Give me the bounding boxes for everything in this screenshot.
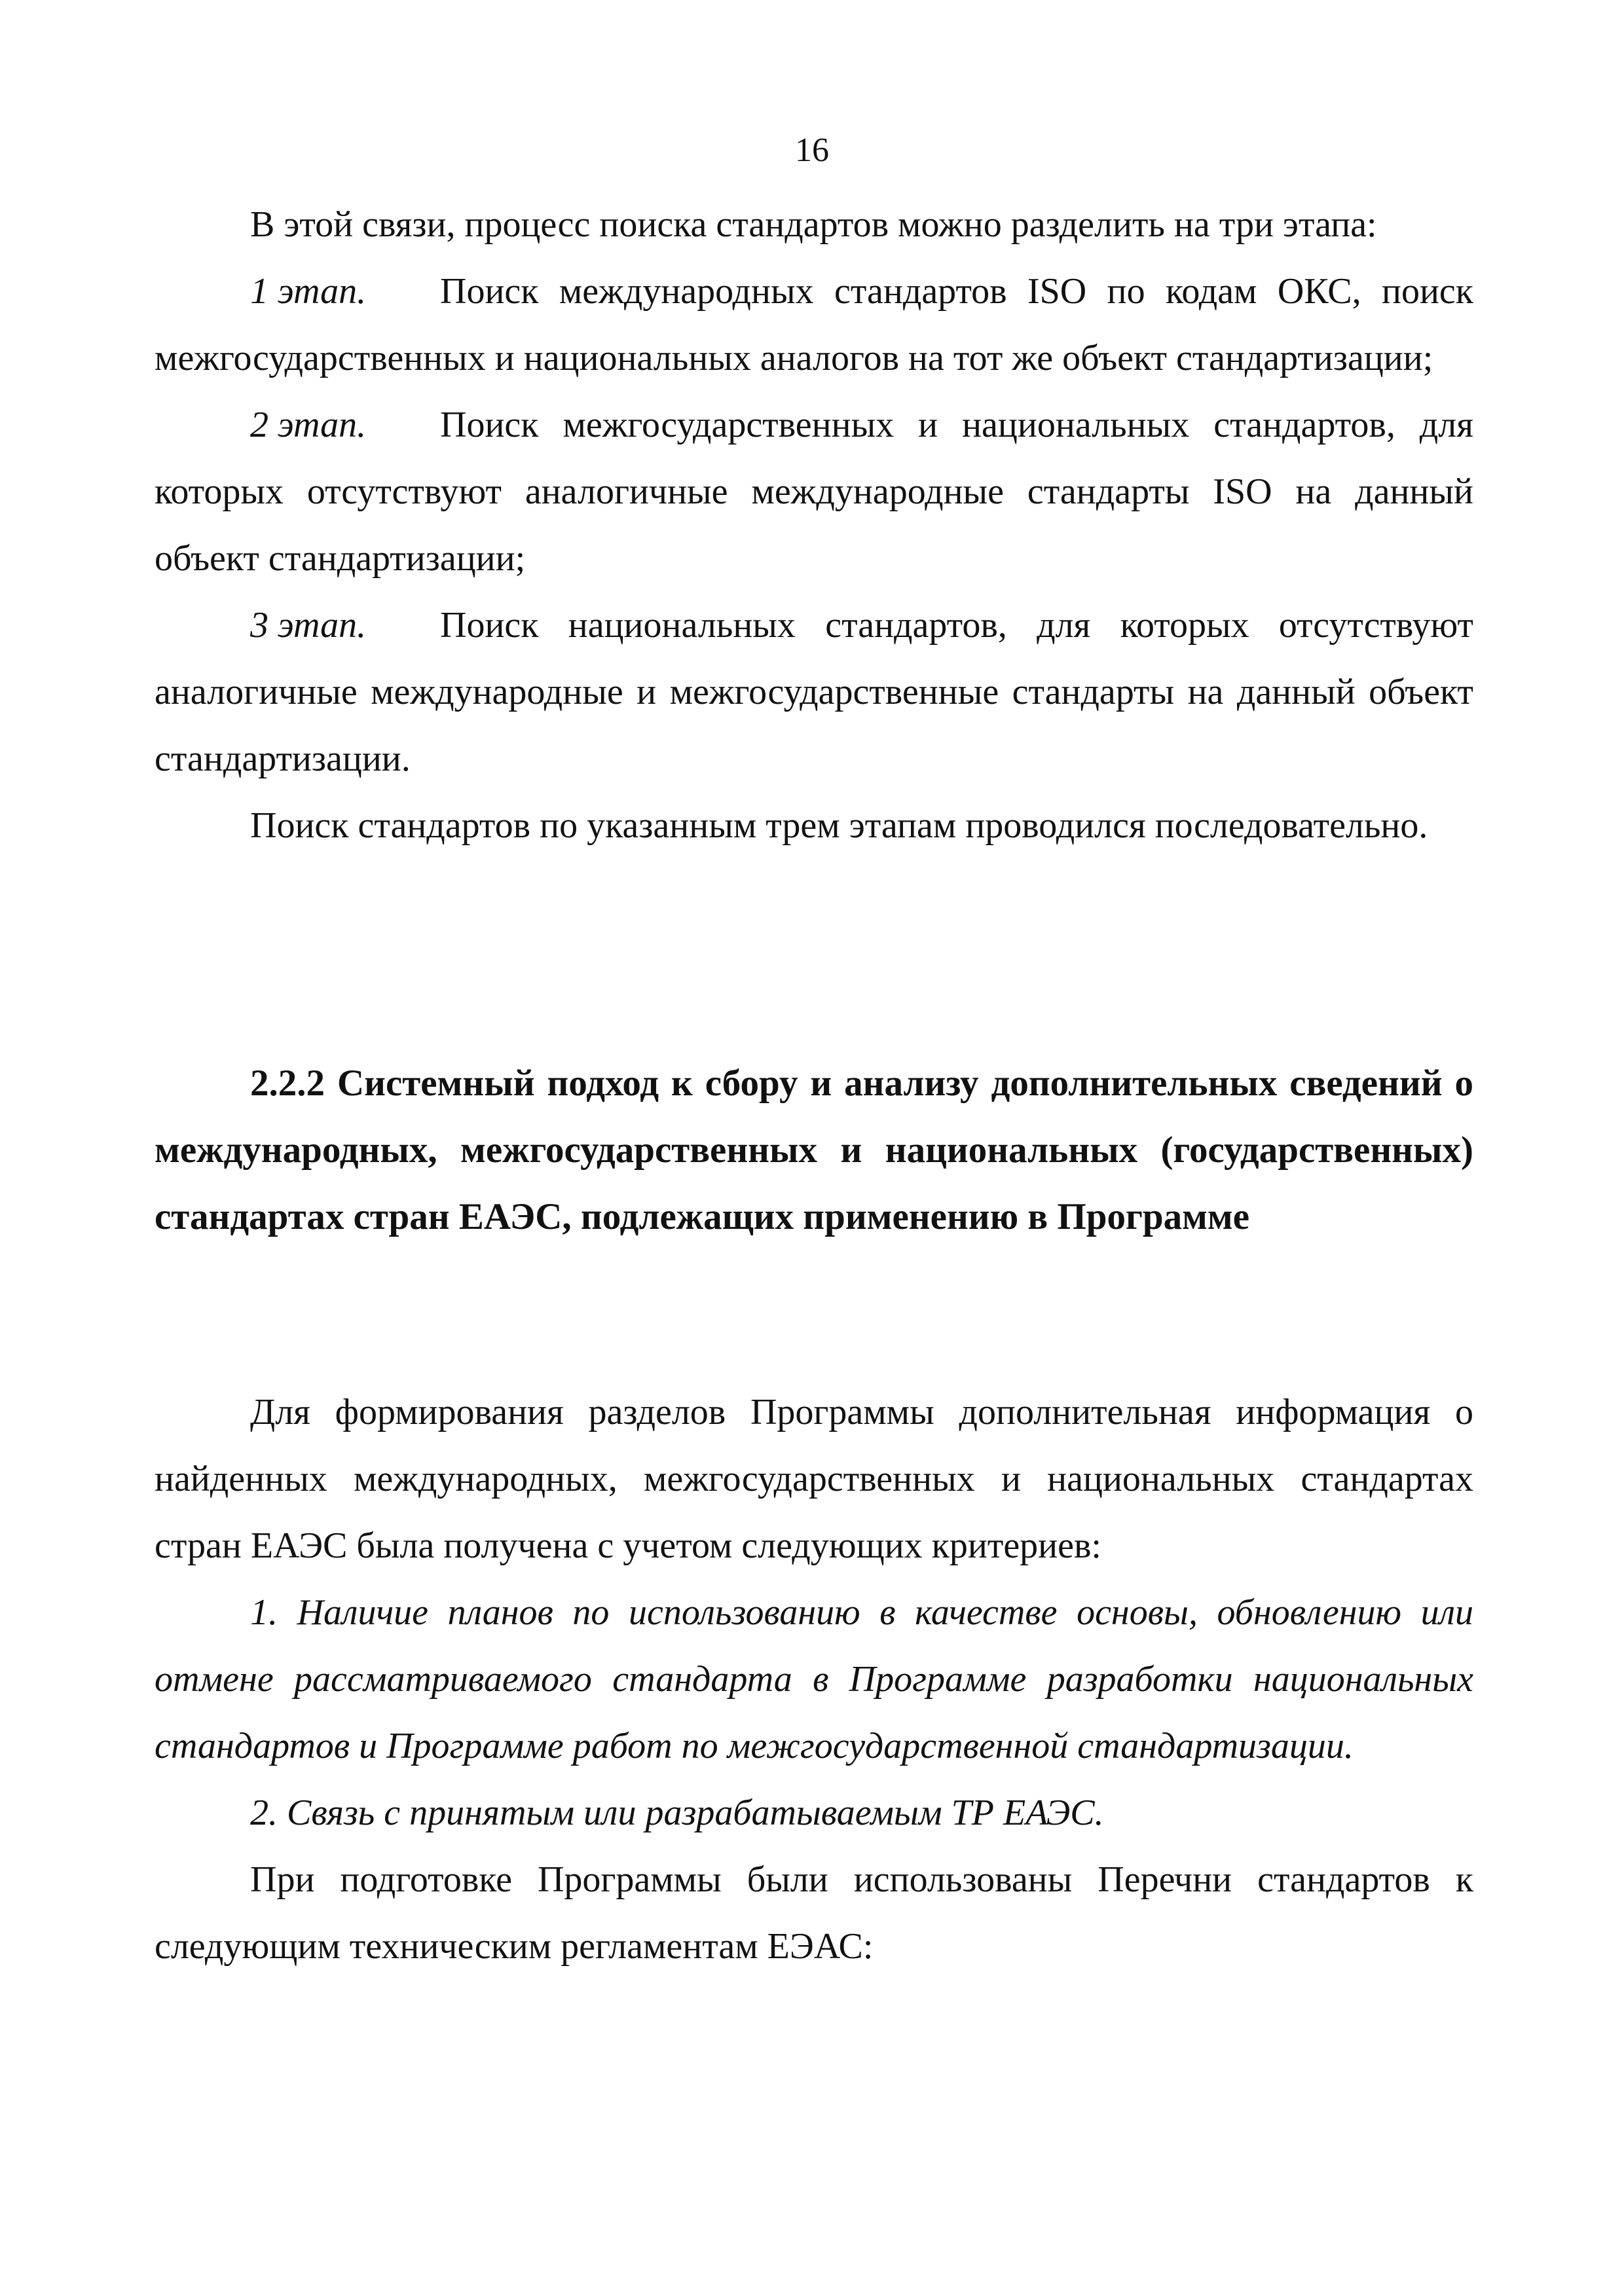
stage-label: 2 этап. [250, 405, 367, 445]
stage-label: 1 этап. [250, 271, 367, 312]
section-heading-block [155, 1050, 1473, 1250]
stage-text: Поиск межгосударственных и национальных стандартов, для которых отсутствуют аналогичные международные стандарты ISO на данный объект стандартизации; [155, 405, 1473, 579]
stage-text: Поиск национальных стандартов, для которых отсутствуют аналогичные международные и межгосударственные стандарты на данный объект стандартизации. [155, 605, 1473, 779]
stage-paragraph-2 [155, 392, 1473, 592]
criteria-block [155, 1379, 1473, 1980]
criteria-item-1: 1. Наличие планов по использованию в качестве основы, обновлению или отмене рассматриваемого стандарта в Программе разработки национальных стандартов и Программе работ по межгосударственной стандартизации. [155, 1592, 1473, 1766]
section-heading: 2.2.2 Системный подход к сбору и анализу дополнительных сведений о международных, межгосударственных и национальных (государственных) стандартах стран ЕАЭС, подлежащих применению в Программе [155, 1063, 1473, 1237]
stage-paragraph-1 [155, 258, 1473, 392]
criteria-intro: Для формирования разделов Программы дополнительная информация о найденных международных, межгосударственных и национальных стандартах стран ЕАЭС была получена с учетом следующих критериев: [155, 1392, 1473, 1566]
stages-block [155, 191, 1473, 859]
sequence-note: Поиск стандартов по указанным трем этапам проводился последовательно. [250, 805, 1428, 846]
intro-paragraph: В этой связи, процесс поиска стандартов можно разделить на три этапа: [250, 204, 1377, 245]
stage-text: Поиск международных стандартов ISO по кодам ОКС, поиск межгосударственных и национальных аналогов на тот же объект стандартизации; [155, 271, 1473, 378]
stage-label: 3 этап. [250, 605, 367, 646]
criteria-item-2: 2. Связь с принятым или разрабатываемым ТР ЕАЭС. [250, 1793, 1104, 1833]
closing-paragraph: При подготовке Программы были использованы Перечни стандартов к следующим техническим регламентам ЕЭАС: [155, 1859, 1473, 1967]
page-number: 16 [795, 132, 829, 169]
stage-paragraph-3 [155, 592, 1473, 792]
